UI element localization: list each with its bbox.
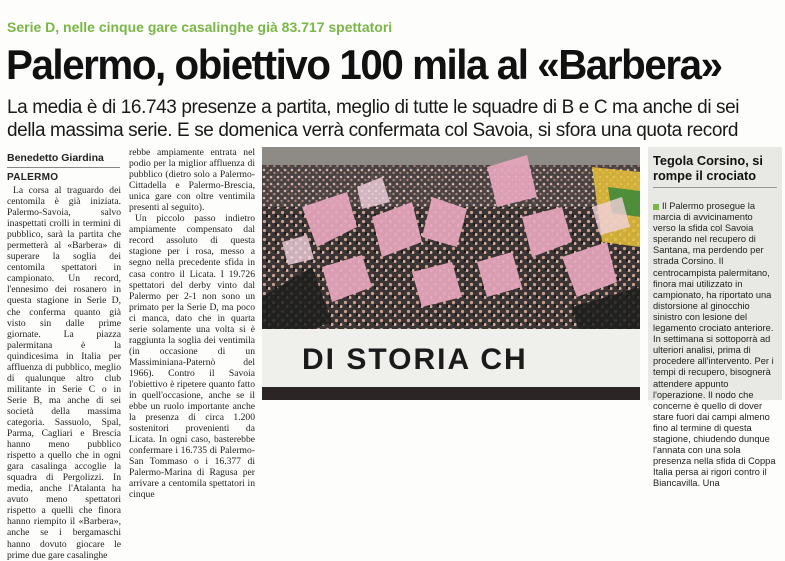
headline: Palermo, obiettivo 100 mila al «Barbera» <box>6 41 722 88</box>
kicker: Serie D, nelle cinque gare casalinghe già 83.717 spettatori <box>7 19 393 35</box>
article-column-1 <box>7 185 121 561</box>
article-paragraph: rebbe ampiamente entrata nel podio per la miglior affluenza di pubblico (dietro solo a Palermo-Cittadella e Palermo-Brescia, unica gare con oltre ventimila presenti al seguito). <box>129 147 255 214</box>
byline-divider <box>7 167 120 168</box>
stadium-crowd-photo <box>262 147 640 400</box>
green-square-icon <box>653 204 659 210</box>
standfirst <box>7 96 782 142</box>
sidebar-body <box>653 201 778 489</box>
byline: Benedetto Giardina <box>7 152 104 164</box>
article-column-2 <box>129 147 255 501</box>
sidebar-text: Il Palermo prosegue la marcia di avvicinamento verso la sfida col Savoia sperando nel recupero di Santana, ma perdendo per strada Corsino. Il centrocampista palermitano, finora mai utilizzato in campionato, ha riportato una distorsione al ginocchio sinistro con lesione del legamento crociato anteriore. In settimana si sottoporrà ad ulteriori analisi, prima di procedere all'intervento. Per i tempi di recupero, bisognerà attendere appunto l'operazione. Il nodo che concerne è quello di dover stare fuori dai campi almeno fino al termine di questa stagione, chiudendo dunque l'annata con una sola presenza nella sfida di Coppa Italia persa ai rigori contro il Biancavilla. Una <box>653 201 776 489</box>
dateline: PALERMO <box>7 172 59 183</box>
crowd-illustration <box>262 147 640 400</box>
article-paragraph: La corsa al traguardo dei centomila è già iniziata. Palermo-Savoia, salvo inaspettati crolli in termini di pubblico, sarà la partita che permetterà al «Barbera» di superare la soglia dei centomila spettatori in campionato. Un record, l'ennesimo dei rosanero in questa stagione in Serie D, che conferma quanto già visto sin dalle prime giornate. La piazza palermitana è la quindicesima in Italia per affluenza di pubblico, meglio di qualunque altro club militante in Serie C o in Serie B, ma anche di sei società della massima categoria. Sassuolo, Spal, Parma, Cagliari e Brescia hanno meno pubblico rispetto a quello che in ogni gara casalinga accoglie la squadra di Pergolizzi. In media, anche l'Atalanta ha avuto meno spettatori rispetto a quelli che finora hanno riempito il «Barbera», anche se i bergamaschi hanno dovuto giocare le prime due gare casalinghe <box>7 185 121 561</box>
standfirst-line-2: della massima serie. E se domenica verrà confermata col Savoia, si sfora una quota record <box>7 120 739 141</box>
banner-text: DI STORIA CH <box>302 343 528 376</box>
article-paragraph: Un piccolo passo indietro ampiamente compensato dal record assoluto di questa stagione per i rosa, messo a segno nella precedente sfida in casa contro il Licata. I 19.726 spettatori del derby vinto dal Palermo per 2-1 non sono un primato per la Serie D, ma poco ci manca, dato che in quarta serie solamente una volta si è raggiunta la soglia dei ventimila (in occasione di un Massiminiana-Paternò del 1966). Contro il Savoia l'obiettivo è ripetere quanto fatto in quell'occasione, anche se il ebbe un ruolo importante anche la presenza di circa 1.200 sostenitori provenienti da Licata. In ogni caso, basterebbe confermare i 16.735 di Palermo-San Tommaso o i 16.377 di Palermo-Marina di Ragusa per arrivare a centomila spettatori in cinque <box>129 213 255 501</box>
sidebar-divider <box>653 187 777 188</box>
sidebar-title: Tegola Corsino, si rompe il crociato <box>653 153 763 183</box>
standfirst-line-1: La media è di 16.743 presenze a partita, meglio di tutte le squadre di B e C ma anche di sei <box>7 97 740 118</box>
